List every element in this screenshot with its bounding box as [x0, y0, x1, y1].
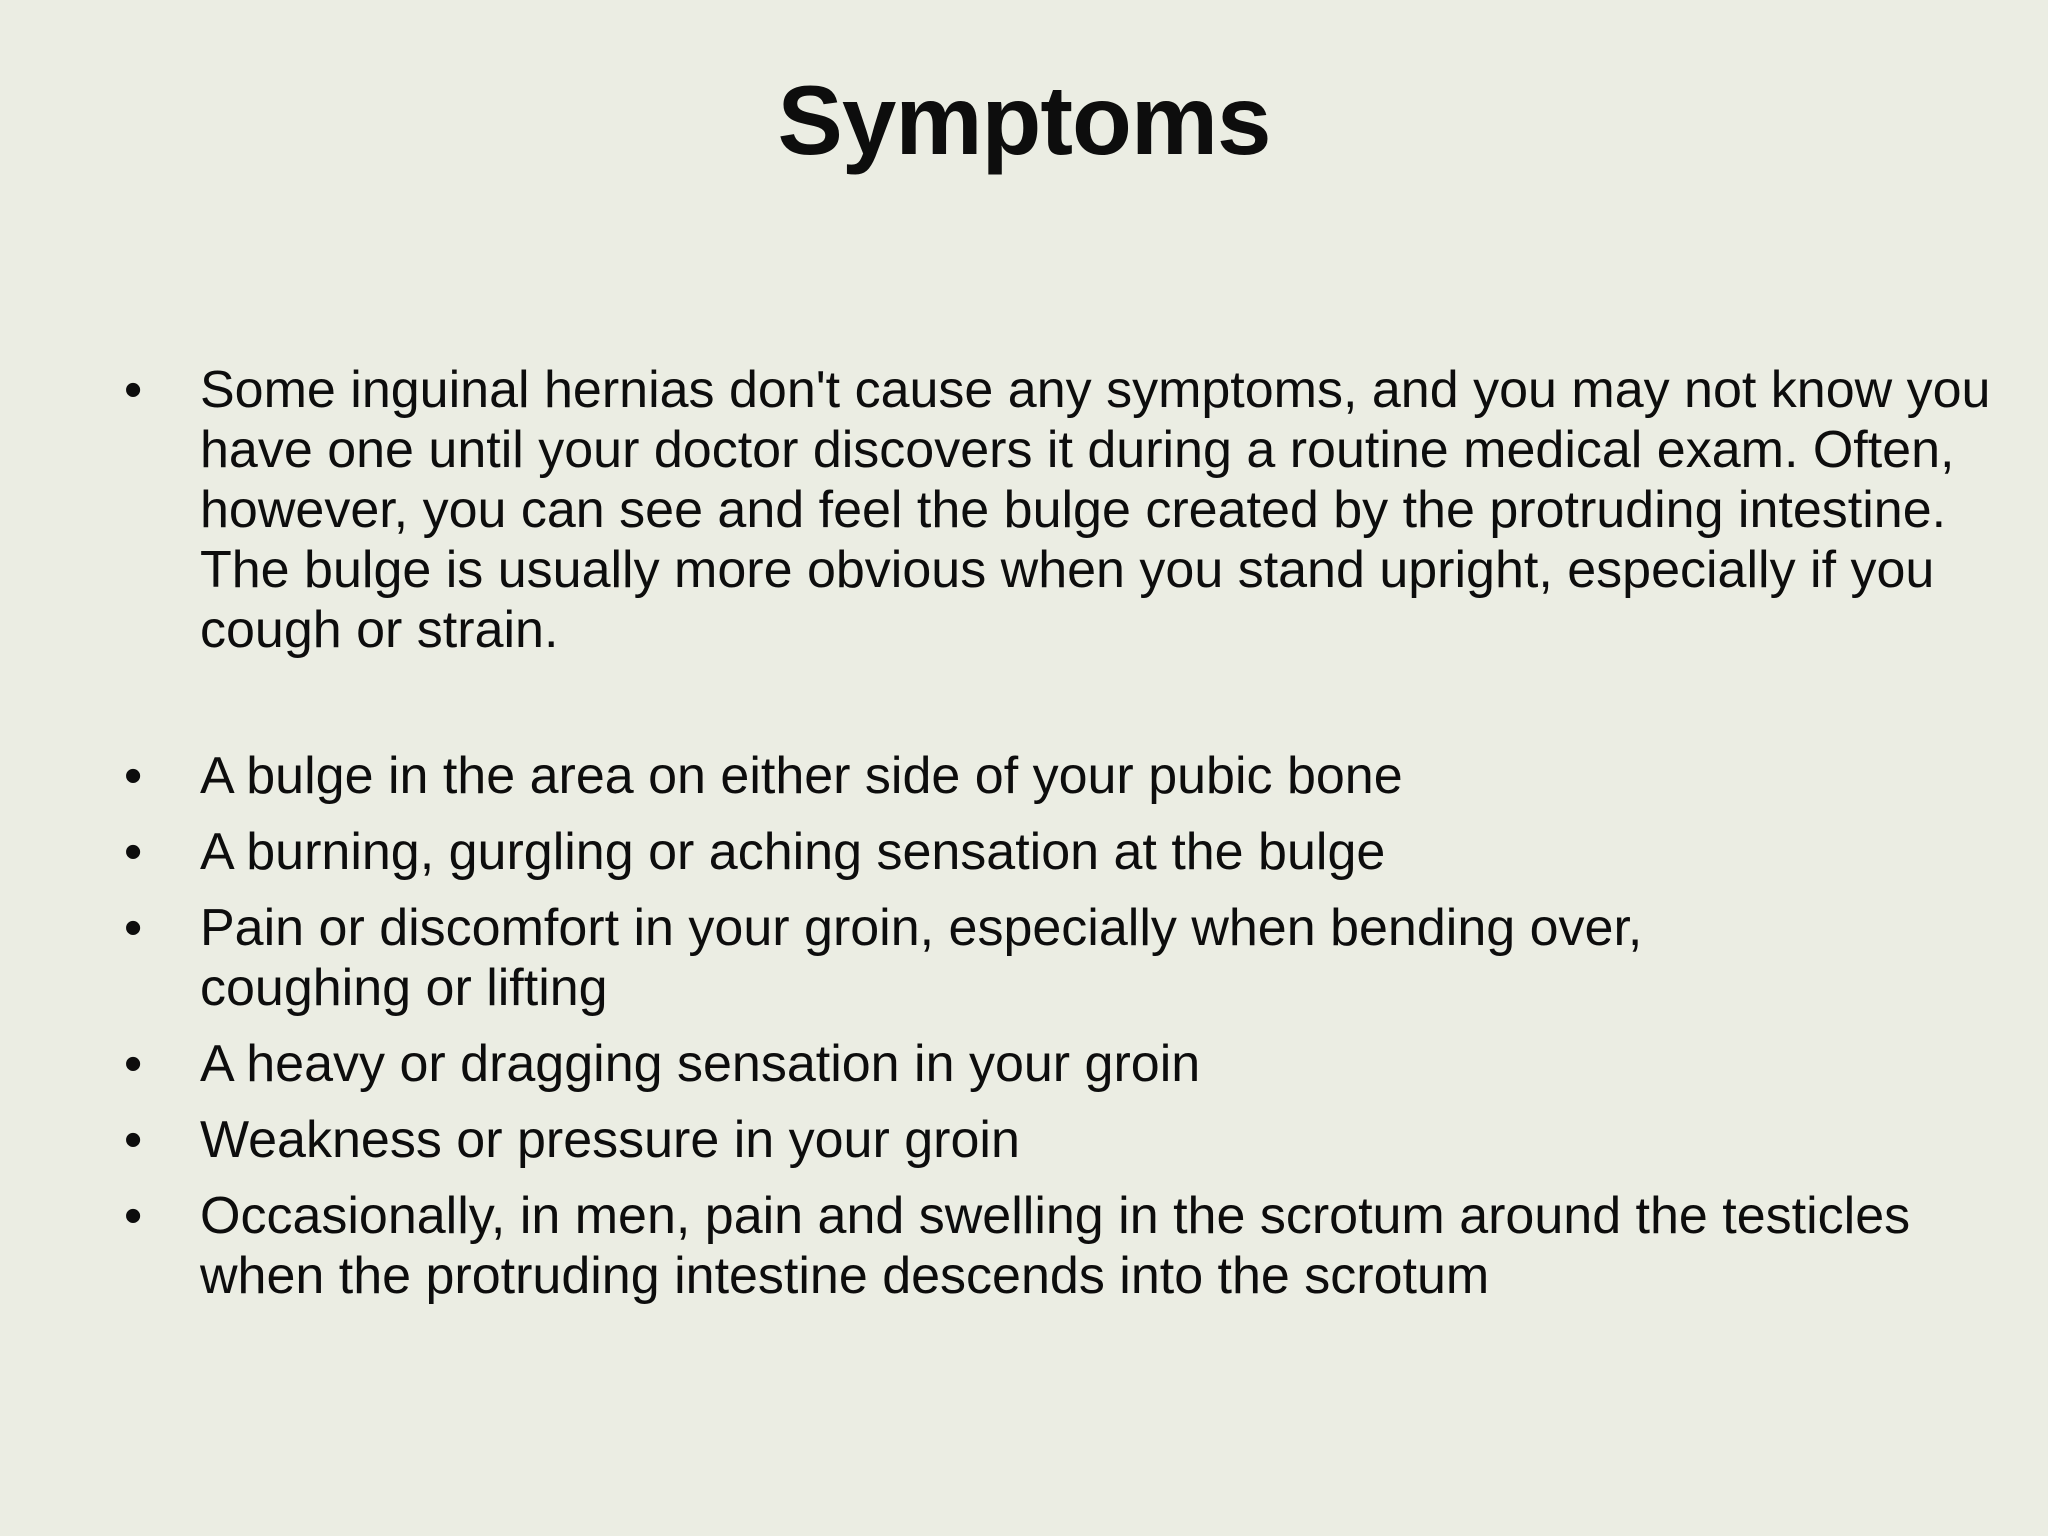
list-item-text: A burning, gurgling or aching sensation at the bulge — [200, 823, 1386, 881]
list-item-text: Weakness or pressure in your groin — [200, 1111, 1020, 1169]
bullet-icon: • — [124, 747, 143, 805]
list-item-intro — [118, 360, 2020, 660]
list-item — [118, 1034, 1948, 1094]
slide-content — [118, 360, 1991, 1322]
list-item-text: A heavy or dragging sensation in your groin — [200, 1035, 1201, 1093]
bullet-icon: • — [124, 899, 143, 957]
bullet-icon: • — [124, 1187, 143, 1245]
list-item — [118, 898, 1800, 1018]
bullet-icon: • — [124, 1111, 143, 1169]
bullet-icon: • — [124, 361, 143, 419]
list-item — [118, 746, 1948, 806]
bullet-list — [118, 360, 1991, 1306]
list-item — [118, 1110, 1948, 1170]
slide-title: Symptoms — [777, 65, 1271, 175]
bullet-icon: • — [124, 1035, 143, 1093]
list-item — [118, 1186, 1948, 1306]
list-item-text: A bulge in the area on either side of your pubic bone — [200, 747, 1403, 805]
list-item-text: Some inguinal hernias don't cause any symptoms, and you may not know you have one until your doctor discovers it during a routine medical exam. Often, however, you can see and feel the bulge created by the protruding intestine. The bulge is usually more obvious when you stand upright, especially if you cough or strain. — [200, 361, 1991, 659]
list-item-text: Occasionally, in men, pain and swelling in the scrotum around the testicles when the protruding intestine descends into the scrotum — [200, 1187, 1911, 1305]
bullet-icon: • — [124, 823, 143, 881]
list-item — [118, 822, 1948, 882]
list-item-text: Pain or discomfort in your groin, especially when bending over, coughing or lifting — [200, 899, 1643, 1017]
